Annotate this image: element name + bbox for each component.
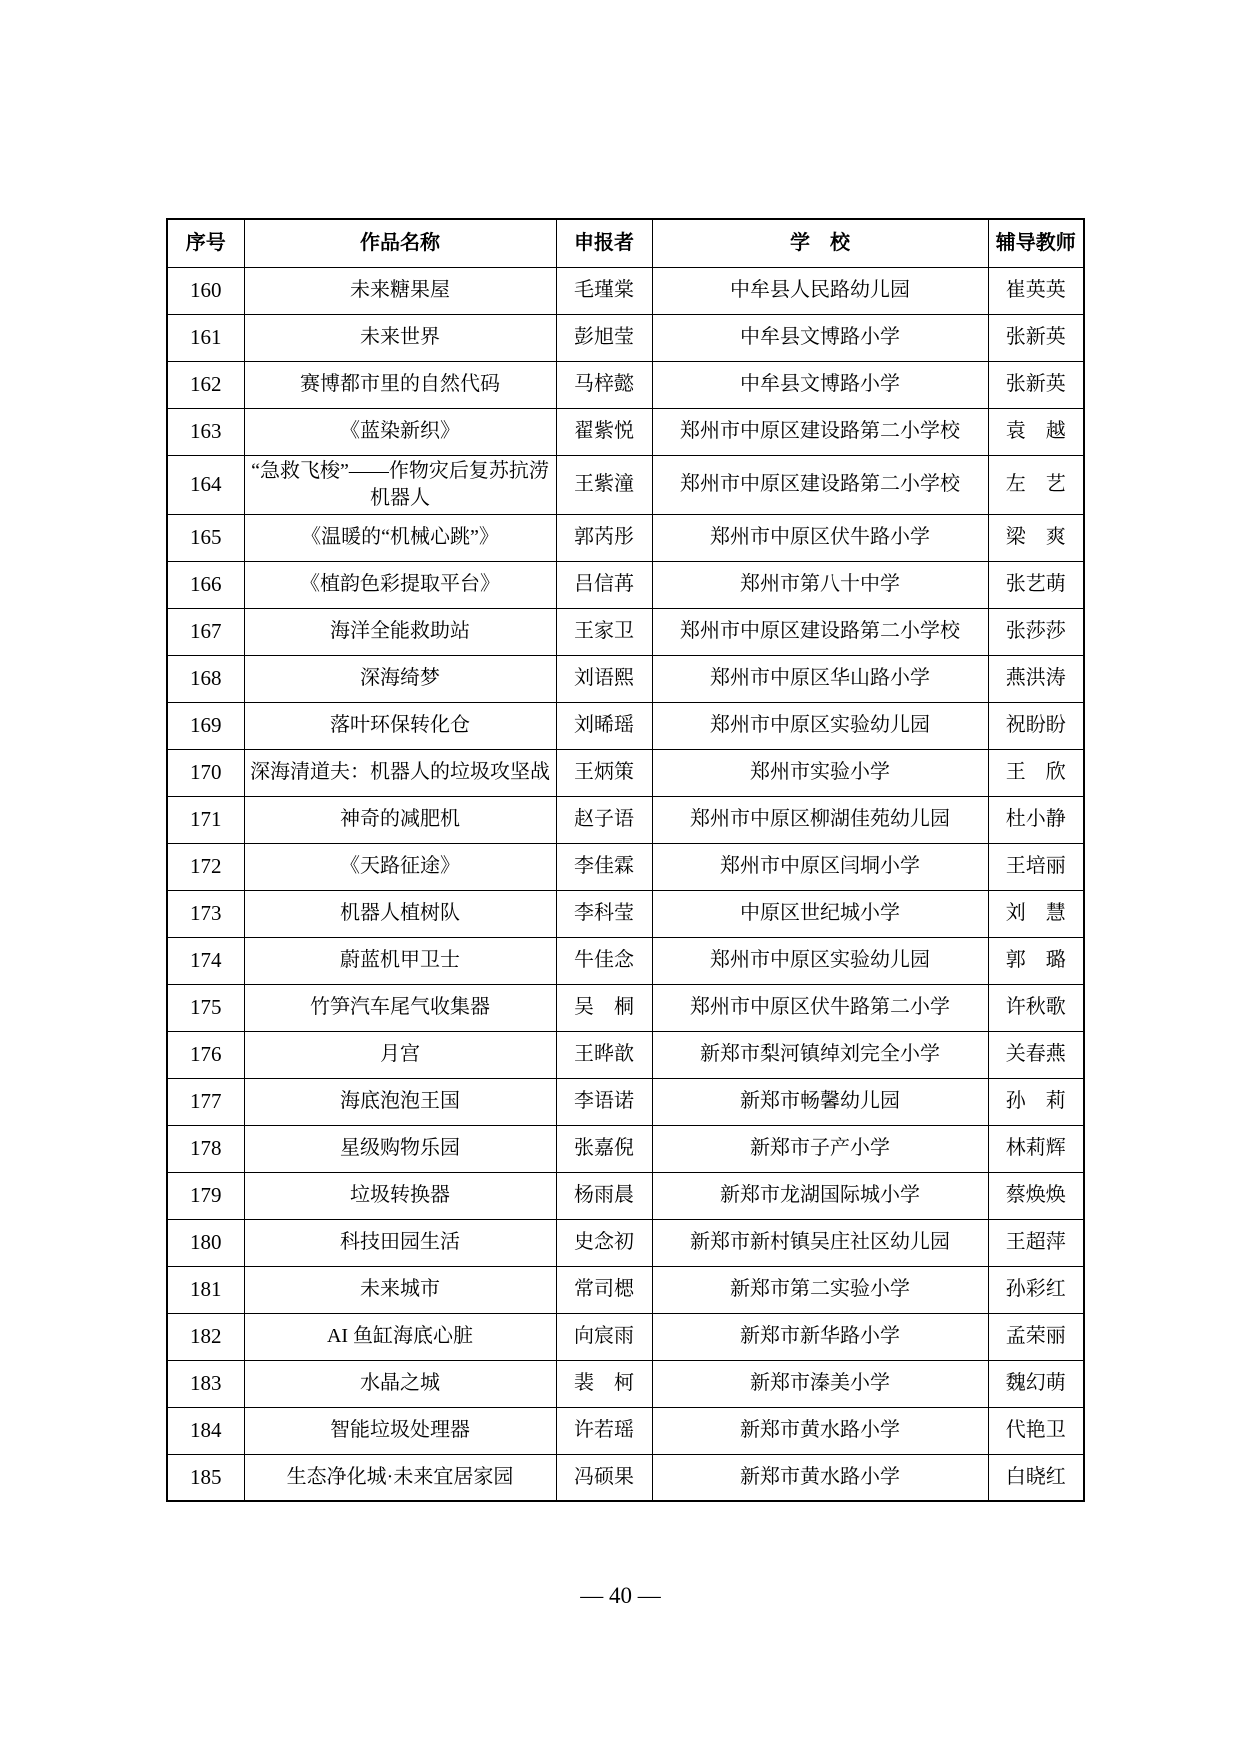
cell-applicant: 李佳霖 <box>556 843 652 890</box>
cell-teacher: 左 艺 <box>988 455 1084 514</box>
cell-applicant: 马梓懿 <box>556 361 652 408</box>
cell-title: 赛博都市里的自然代码 <box>244 361 556 408</box>
cell-applicant: 刘语熙 <box>556 655 652 702</box>
table-row <box>167 702 1084 749</box>
cell-school: 新郑市第二实验小学 <box>652 1266 988 1313</box>
cell-no: 160 <box>167 267 244 314</box>
cell-title: 海底泡泡王国 <box>244 1078 556 1125</box>
cell-title: 《温暖的“机械心跳”》 <box>244 514 556 561</box>
cell-title: 生态净化城·未来宜居家园 <box>244 1454 556 1501</box>
cell-teacher: 孟荣丽 <box>988 1313 1084 1360</box>
cell-applicant: 裴 柯 <box>556 1360 652 1407</box>
table-row <box>167 655 1084 702</box>
cell-applicant: 郭芮彤 <box>556 514 652 561</box>
cell-applicant: 史念初 <box>556 1219 652 1266</box>
table-row <box>167 984 1084 1031</box>
cell-no: 162 <box>167 361 244 408</box>
table-row <box>167 1360 1084 1407</box>
cell-applicant: 王晔歆 <box>556 1031 652 1078</box>
cell-no: 183 <box>167 1360 244 1407</box>
table-row <box>167 1219 1084 1266</box>
table-row <box>167 890 1084 937</box>
cell-title: 未来城市 <box>244 1266 556 1313</box>
table-row <box>167 1407 1084 1454</box>
cell-teacher: 张新英 <box>988 361 1084 408</box>
table-row <box>167 1313 1084 1360</box>
table-row <box>167 1031 1084 1078</box>
cell-school: 新郑市新村镇吴庄社区幼儿园 <box>652 1219 988 1266</box>
cell-school: 郑州市中原区实验幼儿园 <box>652 937 988 984</box>
header-cell-applicant: 申报者 <box>556 219 652 267</box>
table-row <box>167 361 1084 408</box>
cell-teacher: 关春燕 <box>988 1031 1084 1078</box>
cell-applicant: 刘晞瑶 <box>556 702 652 749</box>
cell-no: 170 <box>167 749 244 796</box>
cell-school: 中牟县文博路小学 <box>652 361 988 408</box>
cell-applicant: 赵子语 <box>556 796 652 843</box>
cell-title: 垃圾转换器 <box>244 1172 556 1219</box>
cell-no: 169 <box>167 702 244 749</box>
cell-no: 168 <box>167 655 244 702</box>
cell-no: 185 <box>167 1454 244 1501</box>
header-cell-teacher: 辅导教师 <box>988 219 1084 267</box>
cell-teacher: 梁 爽 <box>988 514 1084 561</box>
cell-applicant: 李语诺 <box>556 1078 652 1125</box>
cell-teacher: 王 欣 <box>988 749 1084 796</box>
cell-teacher: 王超萍 <box>988 1219 1084 1266</box>
table-row <box>167 267 1084 314</box>
cell-teacher: 孙彩红 <box>988 1266 1084 1313</box>
cell-school: 郑州市实验小学 <box>652 749 988 796</box>
cell-no: 161 <box>167 314 244 361</box>
cell-title: 科技田园生活 <box>244 1219 556 1266</box>
cell-title: 智能垃圾处理器 <box>244 1407 556 1454</box>
cell-title: 机器人植树队 <box>244 890 556 937</box>
cell-teacher: 祝盼盼 <box>988 702 1084 749</box>
cell-applicant: 翟紫悦 <box>556 408 652 455</box>
cell-school: 新郑市龙湖国际城小学 <box>652 1172 988 1219</box>
cell-school: 郑州市中原区建设路第二小学校 <box>652 455 988 514</box>
cell-teacher: 王培丽 <box>988 843 1084 890</box>
cell-school: 郑州市中原区伏牛路小学 <box>652 514 988 561</box>
cell-school: 新郑市溱美小学 <box>652 1360 988 1407</box>
table-row <box>167 1172 1084 1219</box>
cell-school: 新郑市梨河镇绰刘完全小学 <box>652 1031 988 1078</box>
cell-applicant: 杨雨晨 <box>556 1172 652 1219</box>
table-row <box>167 561 1084 608</box>
table-row <box>167 1125 1084 1172</box>
table-header <box>167 219 1084 267</box>
table-row <box>167 937 1084 984</box>
cell-school: 中原区世纪城小学 <box>652 890 988 937</box>
cell-teacher: 林莉辉 <box>988 1125 1084 1172</box>
cell-applicant: 常司楒 <box>556 1266 652 1313</box>
award-list-table <box>166 218 1085 1502</box>
table-row <box>167 608 1084 655</box>
table-row <box>167 514 1084 561</box>
cell-no: 175 <box>167 984 244 1031</box>
cell-no: 174 <box>167 937 244 984</box>
cell-title: 《蓝染新织》 <box>244 408 556 455</box>
cell-title: 竹笋汽车尾气收集器 <box>244 984 556 1031</box>
cell-title: 落叶环保转化仓 <box>244 702 556 749</box>
cell-teacher: 燕洪涛 <box>988 655 1084 702</box>
header-row <box>167 219 1084 267</box>
cell-no: 176 <box>167 1031 244 1078</box>
cell-school: 中牟县文博路小学 <box>652 314 988 361</box>
table-row <box>167 1078 1084 1125</box>
cell-no: 184 <box>167 1407 244 1454</box>
cell-title: 月宫 <box>244 1031 556 1078</box>
cell-school: 郑州市中原区实验幼儿园 <box>652 702 988 749</box>
header-cell-school: 学 校 <box>652 219 988 267</box>
table-row <box>167 455 1084 514</box>
cell-teacher: 代艳卫 <box>988 1407 1084 1454</box>
cell-title: 《植韵色彩提取平台》 <box>244 561 556 608</box>
table-row <box>167 796 1084 843</box>
cell-applicant: 吕信苒 <box>556 561 652 608</box>
cell-teacher: 孙 莉 <box>988 1078 1084 1125</box>
cell-no: 181 <box>167 1266 244 1313</box>
cell-school: 新郑市黄水路小学 <box>652 1407 988 1454</box>
cell-school: 郑州市中原区建设路第二小学校 <box>652 608 988 655</box>
cell-school: 新郑市畅馨幼儿园 <box>652 1078 988 1125</box>
cell-no: 180 <box>167 1219 244 1266</box>
cell-no: 165 <box>167 514 244 561</box>
cell-school: 新郑市子产小学 <box>652 1125 988 1172</box>
cell-applicant: 毛瑾棠 <box>556 267 652 314</box>
cell-applicant: 王家卫 <box>556 608 652 655</box>
cell-school: 郑州市中原区闫垌小学 <box>652 843 988 890</box>
cell-teacher: 张新英 <box>988 314 1084 361</box>
cell-title: 《天路征途》 <box>244 843 556 890</box>
cell-no: 171 <box>167 796 244 843</box>
cell-title: 未来糖果屋 <box>244 267 556 314</box>
cell-title: 神奇的减肥机 <box>244 796 556 843</box>
cell-title: 深海绮梦 <box>244 655 556 702</box>
cell-teacher: 刘 慧 <box>988 890 1084 937</box>
cell-title: 海洋全能救助站 <box>244 608 556 655</box>
cell-school: 新郑市黄水路小学 <box>652 1454 988 1501</box>
page-number: — 40 — <box>580 1583 661 1608</box>
cell-school: 郑州市中原区建设路第二小学校 <box>652 408 988 455</box>
header-cell-no: 序号 <box>167 219 244 267</box>
cell-applicant: 彭旭莹 <box>556 314 652 361</box>
cell-title: 水晶之城 <box>244 1360 556 1407</box>
cell-school: 新郑市新华路小学 <box>652 1313 988 1360</box>
cell-teacher: 许秋歌 <box>988 984 1084 1031</box>
cell-title: 星级购物乐园 <box>244 1125 556 1172</box>
table-row <box>167 1266 1084 1313</box>
cell-no: 167 <box>167 608 244 655</box>
cell-title: AI 鱼缸海底心脏 <box>244 1313 556 1360</box>
cell-teacher: 蔡焕焕 <box>988 1172 1084 1219</box>
cell-teacher: 白晓红 <box>988 1454 1084 1501</box>
cell-applicant: 王紫潼 <box>556 455 652 514</box>
cell-title: 未来世界 <box>244 314 556 361</box>
cell-applicant: 吴 桐 <box>556 984 652 1031</box>
cell-no: 179 <box>167 1172 244 1219</box>
cell-applicant: 向宸雨 <box>556 1313 652 1360</box>
cell-title: 深海清道夫：机器人的垃圾攻坚战 <box>244 749 556 796</box>
cell-school: 郑州市中原区华山路小学 <box>652 655 988 702</box>
cell-teacher: 张艺萌 <box>988 561 1084 608</box>
header-cell-title: 作品名称 <box>244 219 556 267</box>
cell-applicant: 许若瑶 <box>556 1407 652 1454</box>
table-row <box>167 314 1084 361</box>
cell-applicant: 冯硕果 <box>556 1454 652 1501</box>
cell-no: 178 <box>167 1125 244 1172</box>
cell-teacher: 崔英英 <box>988 267 1084 314</box>
cell-school: 郑州市第八十中学 <box>652 561 988 608</box>
table-row <box>167 749 1084 796</box>
cell-applicant: 牛佳念 <box>556 937 652 984</box>
cell-no: 166 <box>167 561 244 608</box>
cell-applicant: 李科莹 <box>556 890 652 937</box>
table-row <box>167 843 1084 890</box>
cell-teacher: 杜小静 <box>988 796 1084 843</box>
cell-teacher: 袁 越 <box>988 408 1084 455</box>
cell-school: 郑州市中原区伏牛路第二小学 <box>652 984 988 1031</box>
table-body <box>167 267 1084 1501</box>
cell-applicant: 王炳策 <box>556 749 652 796</box>
cell-school: 郑州市中原区柳湖佳苑幼儿园 <box>652 796 988 843</box>
cell-no: 172 <box>167 843 244 890</box>
cell-no: 163 <box>167 408 244 455</box>
cell-teacher: 张莎莎 <box>988 608 1084 655</box>
cell-applicant: 张嘉倪 <box>556 1125 652 1172</box>
cell-title: 蔚蓝机甲卫士 <box>244 937 556 984</box>
cell-title: “急救飞梭”——作物灾后复苏抗涝机器人 <box>244 455 556 514</box>
cell-school: 中牟县人民路幼儿园 <box>652 267 988 314</box>
cell-teacher: 魏幻萌 <box>988 1360 1084 1407</box>
cell-no: 182 <box>167 1313 244 1360</box>
table-row <box>167 408 1084 455</box>
cell-no: 173 <box>167 890 244 937</box>
cell-teacher: 郭 璐 <box>988 937 1084 984</box>
table-row <box>167 1454 1084 1501</box>
cell-no: 164 <box>167 455 244 514</box>
cell-no: 177 <box>167 1078 244 1125</box>
